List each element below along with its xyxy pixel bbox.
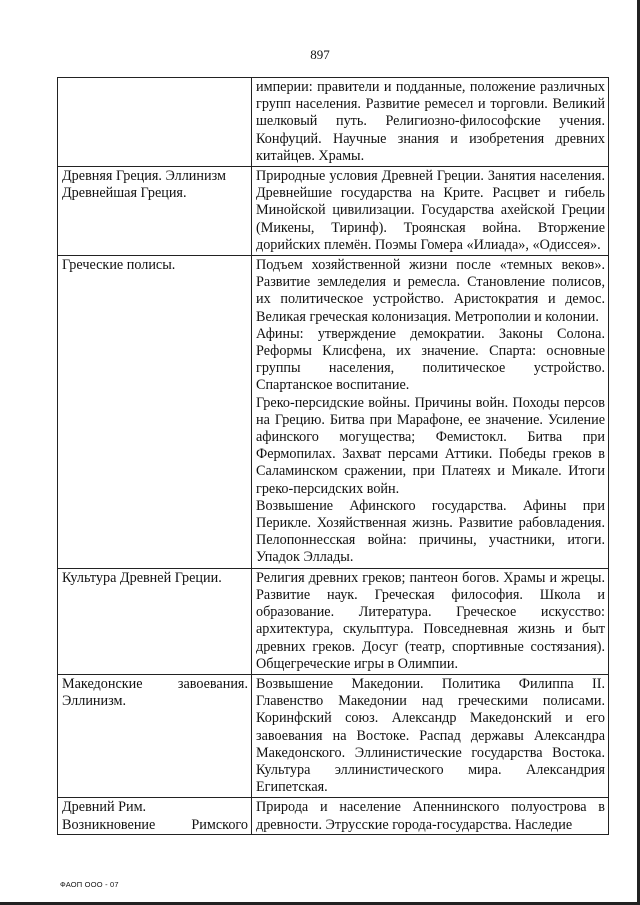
document-footer: ФАОП ООО - 07: [60, 880, 119, 889]
topic-cell: [58, 674, 252, 797]
topic-title: Греческие полисы.: [62, 257, 176, 274]
content-paragraph: Подъем хозяйственной жизни после «темных веков». Развитие земледелия и ремесла. Становление полисов, их политическое устройство. Аристократия и демос. Великая греческая колонизация. Метрополии и колонии.: [256, 257, 605, 325]
content-cut-wrap: [256, 799, 605, 833]
table-row: [58, 674, 609, 797]
table-row: [58, 78, 609, 167]
table-row: [58, 256, 609, 569]
topic-cell: [58, 78, 252, 167]
content-paragraph: Греко-персидские войны. Причины войн. Походы персов на Грецию. Битва при Марафоне, ее значение. Усиление афинского могущества; Фемистокл. Битва при Фермопилах. Захват персами Аттики. Победы греков в Саламинском сражении, при Платеях и Микале. Итоги греко-персидских войн.: [256, 394, 605, 497]
content-cell: [252, 78, 609, 167]
section-title: Древняя Греция. Эллинизм: [62, 168, 226, 185]
content-cell: [252, 568, 609, 674]
content-paragraph: Возвышение Афинского государства. Афины при Перикле. Хозяйственная жизнь. Развитие рабовладения. Пелопоннесская война: причины, участники, итоги. Упадок Эллады.: [256, 497, 605, 566]
topic-cell: [58, 568, 252, 674]
topic-cell: [58, 256, 252, 569]
content-paragraph: империи: правители и подданные, положение различных групп населения. Развитие ремесел и торговли. Великий шелковый путь. Религиозно-философские учения. Конфуций. Научные знания и изобретения древних китайцев. Храмы.: [256, 79, 605, 164]
content-cell: [252, 167, 609, 256]
content-paragraph: Природа и население Апеннинского полуострова в древности. Этрусские города-государства. Наследие: [256, 799, 605, 833]
content-paragraph: Природные условия Древней Греции. Занятия населения. Древнейшие государства на Крите. Расцвет и гибель Минойской цивилизации. Государства ахейской Греции (Микены, Тиринф). Троянская война. Вторжение дорийских племён. Поэмы Гомера «Илиада», «Одиссея».: [256, 168, 605, 253]
topic-cut-wrap: [62, 799, 248, 833]
table-row: [58, 798, 609, 835]
table-row: [58, 167, 609, 256]
topic-title: Культура Древней Греции.: [62, 569, 222, 586]
topic-title: Возникновение Римского: [62, 816, 248, 833]
page-number: 897: [310, 47, 330, 62]
table-row: [58, 568, 609, 674]
content-paragraph: Возвышение Македонии. Политика Филиппа II. Главенство Македонии над греческими полисами. Коринфский союз. Александр Македонский и его завоевания на Востоке. Распад державы Александра Македонского. Эллинистические государства Востока. Культура эллинистического мира. Александрия Египетская.: [256, 675, 605, 796]
curriculum-table: [57, 77, 609, 835]
content-cell: [252, 798, 609, 835]
topic-title: Древнейшая Греция.: [62, 185, 187, 202]
content-paragraph: Религия древних греков; пантеон богов. Храмы и жрецы. Развитие наук. Греческая философия. Школа и образование. Литература. Греческое искусство: архитектура, скульптура. Повседневная жизнь и быт древних греков. Досуг (театр, спортивные состязания). Общегреческие игры в Олимпии.: [256, 569, 605, 672]
topic-cell: [58, 798, 252, 835]
content-paragraph: Афины: утверждение демократии. Законы Солона. Реформы Клисфена, их значение. Спарта: основные группы населения, политическое устройство. Спартанское воспитание.: [256, 325, 605, 394]
topic-title: Македонские завоевания. Эллинизм.: [62, 675, 248, 710]
content-cell: [252, 674, 609, 797]
content-cell: [252, 256, 609, 569]
topic-cell: [58, 167, 252, 256]
topic-title: Древний Рим.: [62, 799, 147, 816]
